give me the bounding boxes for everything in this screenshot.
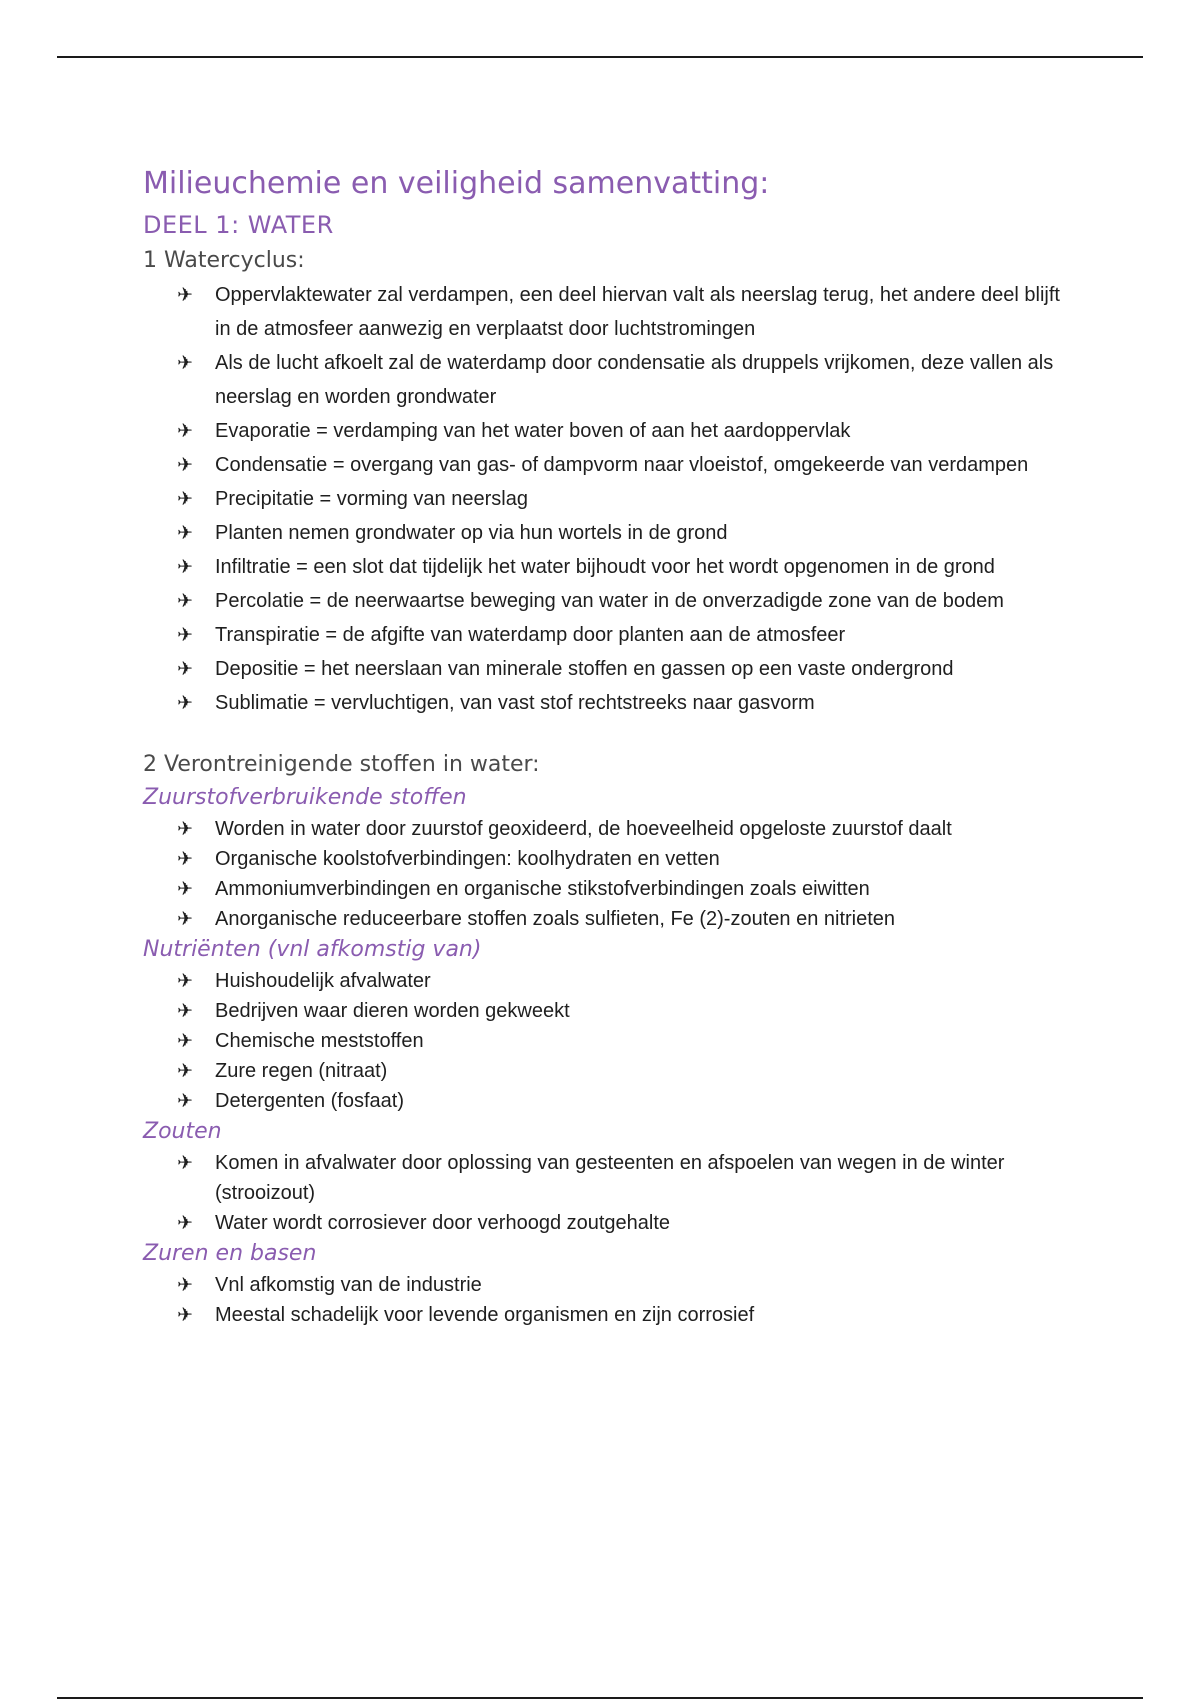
airplane-bullet-icon: ✈ xyxy=(177,1090,193,1112)
list-item: ✈ Oppervlaktewater zal verdampen, een deel hiervan valt als neerslag terug, het andere deel blijft in de atmosfeer aanwezig en verplaatst door luchtstromingen xyxy=(143,278,1063,346)
airplane-bullet-icon: ✈ xyxy=(177,284,193,306)
airplane-bullet-icon: ✈ xyxy=(177,556,193,578)
airplane-bullet-icon: ✈ xyxy=(177,624,193,646)
list-item: ✈ Infiltratie = een slot dat tijdelijk het water bijhoudt voor het wordt opgenomen in de grond xyxy=(143,550,1063,584)
airplane-bullet-icon: ✈ xyxy=(177,818,193,840)
list-item: ✈ Condensatie = overgang van gas- of dampvorm naar vloeistof, omgekeerde van verdampen xyxy=(143,448,1063,482)
airplane-bullet-icon: ✈ xyxy=(177,1000,193,1022)
airplane-bullet-icon: ✈ xyxy=(177,878,193,900)
zuren-en-basen-list xyxy=(143,1270,1063,1330)
zouten-list xyxy=(143,1148,1063,1238)
list-item: ✈ Precipitatie = vorming van neerslag xyxy=(143,482,1063,516)
airplane-bullet-icon: ✈ xyxy=(177,1030,193,1052)
airplane-bullet-icon: ✈ xyxy=(177,908,193,930)
watercyclus-list xyxy=(143,278,1063,720)
subsection-title-nutrienten: Nutriënten (vnl afkomstig van) xyxy=(143,937,482,962)
subsection-title-zuurstofverbruikende-stoffen: Zuurstofverbruikende stoffen xyxy=(143,785,467,810)
list-item: ✈ Organische koolstofverbindingen: koolhydraten en vetten xyxy=(143,844,1063,874)
airplane-bullet-icon: ✈ xyxy=(177,1304,193,1326)
list-item: ✈ Planten nemen grondwater op via hun wortels in de grond xyxy=(143,516,1063,550)
list-item: ✈ Transpiratie = de afgifte van waterdamp door planten aan de atmosfeer xyxy=(143,618,1063,652)
document-body xyxy=(143,162,1063,1330)
list-item: ✈ Vnl afkomstig van de industrie xyxy=(143,1270,1063,1300)
airplane-bullet-icon: ✈ xyxy=(177,658,193,680)
airplane-bullet-icon: ✈ xyxy=(177,522,193,544)
airplane-bullet-icon: ✈ xyxy=(177,352,193,374)
airplane-bullet-icon: ✈ xyxy=(177,848,193,870)
list-item: ✈ Worden in water door zuurstof geoxideerd, de hoeveelheid opgeloste zuurstof daalt xyxy=(143,814,1063,844)
list-item: ✈ Sublimatie = vervluchtigen, van vast stof rechtstreeks naar gasvorm xyxy=(143,686,1063,720)
airplane-bullet-icon: ✈ xyxy=(177,1060,193,1082)
footer-rule xyxy=(57,1697,1143,1699)
header-rule xyxy=(57,56,1143,58)
nutrienten-list xyxy=(143,966,1063,1116)
airplane-bullet-icon: ✈ xyxy=(177,420,193,442)
section-title-watercyclus: 1 Watercyclus: xyxy=(143,248,305,273)
list-item: ✈ Ammoniumverbindingen en organische stikstofverbindingen zoals eiwitten xyxy=(143,874,1063,904)
airplane-bullet-icon: ✈ xyxy=(177,970,193,992)
airplane-bullet-icon: ✈ xyxy=(177,1152,193,1174)
list-item: ✈ Anorganische reduceerbare stoffen zoals sulfieten, Fe (2)-zouten en nitrieten xyxy=(143,904,1063,934)
list-item: ✈ Water wordt corrosiever door verhoogd zoutgehalte xyxy=(143,1208,1063,1238)
airplane-bullet-icon: ✈ xyxy=(177,1212,193,1234)
list-item: ✈ Depositie = het neerslaan van minerale stoffen en gassen op een vaste ondergrond xyxy=(143,652,1063,686)
list-item: ✈ Meestal schadelijk voor levende organismen en zijn corrosief xyxy=(143,1300,1063,1330)
subsection-title-zouten: Zouten xyxy=(143,1119,222,1144)
airplane-bullet-icon: ✈ xyxy=(177,590,193,612)
subsection-title-zuren-en-basen: Zuren en basen xyxy=(143,1241,317,1266)
list-item: ✈ Percolatie = de neerwaartse beweging van water in de onverzadigde zone van de bodem xyxy=(143,584,1063,618)
airplane-bullet-icon: ✈ xyxy=(177,488,193,510)
zuurstofverbruikende-stoffen-list xyxy=(143,814,1063,934)
list-item: ✈ Zure regen (nitraat) xyxy=(143,1056,1063,1086)
list-item: ✈ Huishoudelijk afvalwater xyxy=(143,966,1063,996)
airplane-bullet-icon: ✈ xyxy=(177,692,193,714)
list-item: ✈ Komen in afvalwater door oplossing van gesteenten en afspoelen van wegen in de winter (strooizout) xyxy=(143,1148,1063,1208)
list-item: ✈ Detergenten (fosfaat) xyxy=(143,1086,1063,1116)
document-title: Milieuchemie en veiligheid samenvatting: xyxy=(143,166,770,201)
airplane-bullet-icon: ✈ xyxy=(177,454,193,476)
part-title: DEEL 1: WATER xyxy=(143,211,334,239)
list-item: ✈ Chemische meststoffen xyxy=(143,1026,1063,1056)
list-item: ✈ Evaporatie = verdamping van het water boven of aan het aardoppervlak xyxy=(143,414,1063,448)
list-item: ✈ Als de lucht afkoelt zal de waterdamp door condensatie als druppels vrijkomen, deze vallen als neerslag en worden grondwater xyxy=(143,346,1063,414)
section-title-verontreinigende-stoffen: 2 Verontreinigende stoffen in water: xyxy=(143,752,540,777)
list-item: ✈ Bedrijven waar dieren worden gekweekt xyxy=(143,996,1063,1026)
airplane-bullet-icon: ✈ xyxy=(177,1274,193,1296)
